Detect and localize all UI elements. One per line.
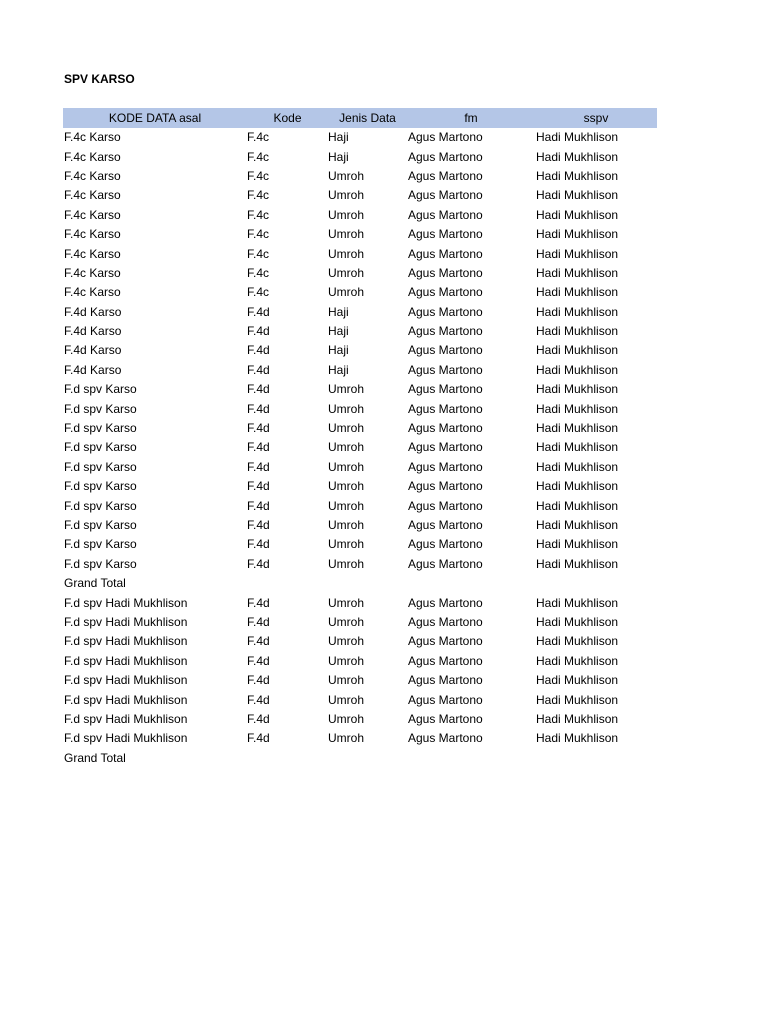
cell-jenis-data: Umroh — [328, 556, 365, 571]
cell-kode-data-asal: F.d spv Hadi Mukhlison — [64, 711, 188, 726]
cell-kode: F.4d — [247, 711, 270, 726]
cell-sspv: Hadi Mukhlison — [536, 285, 619, 300]
cell-jenis-data: Haji — [328, 324, 349, 339]
table-row — [63, 749, 657, 768]
table-row — [63, 167, 657, 186]
table-row — [63, 458, 657, 477]
cell-kode-data-asal: F.4c Karso — [64, 130, 121, 145]
cell-fm: Agus Martono — [408, 634, 483, 649]
cell-sspv: Hadi Mukhlison — [536, 130, 619, 145]
table-row — [63, 264, 657, 283]
cell-kode-data-asal: F.d spv Karso — [64, 498, 137, 513]
cell-fm: Agus Martono — [408, 440, 483, 455]
cell-fm: Agus Martono — [408, 207, 483, 222]
cell-fm: Agus Martono — [408, 324, 483, 339]
cell-kode-data-asal: F.d spv Hadi Mukhlison — [64, 731, 188, 746]
table-row — [63, 438, 657, 457]
cell-fm: Agus Martono — [408, 459, 483, 474]
table-row — [63, 593, 657, 612]
cell-kode-data-asal: F.d spv Hadi Mukhlison — [64, 614, 188, 629]
cell-fm — [407, 749, 535, 768]
table-row — [63, 361, 657, 380]
cell-jenis-data: Umroh — [328, 595, 365, 610]
cell-sspv: Hadi Mukhlison — [536, 440, 619, 455]
cell-fm: Agus Martono — [408, 479, 483, 494]
cell-fm: Agus Martono — [408, 614, 483, 629]
cell-kode: F.4d — [247, 421, 270, 436]
cell-kode: F.4d — [247, 731, 270, 746]
cell-jenis-data: Umroh — [328, 711, 365, 726]
cell-kode-data-asal: F.4d Karso — [64, 324, 122, 339]
cell-kode-data-asal: F.d spv Karso — [64, 401, 137, 416]
table-row — [63, 244, 657, 263]
cell-jenis-data: Haji — [328, 304, 349, 319]
table-row — [63, 225, 657, 244]
cell-kode: F.4d — [247, 382, 270, 397]
cell-sspv: Hadi Mukhlison — [536, 634, 619, 649]
cell-jenis-data: Umroh — [328, 188, 365, 203]
cell-kode: F.4d — [247, 673, 270, 688]
cell-sspv: Hadi Mukhlison — [536, 731, 619, 746]
cell-kode: F.4d — [247, 692, 270, 707]
cell-jenis-data: Umroh — [328, 731, 365, 746]
cell-sspv — [535, 574, 657, 593]
cell-kode: F.4d — [247, 459, 270, 474]
cell-fm: Agus Martono — [408, 556, 483, 571]
cell-kode: F.4d — [247, 634, 270, 649]
cell-jenis-data: Umroh — [328, 207, 365, 222]
cell-kode-data-asal: F.4c Karso — [64, 207, 121, 222]
cell-fm: Agus Martono — [408, 401, 483, 416]
table-row — [63, 128, 657, 147]
cell-sspv: Hadi Mukhlison — [536, 711, 619, 726]
header-sspv: sspv — [535, 108, 657, 128]
table-row — [63, 516, 657, 535]
table-row — [63, 341, 657, 360]
cell-jenis-data: Umroh — [328, 401, 365, 416]
cell-jenis-data: Haji — [328, 149, 349, 164]
cell-sspv: Hadi Mukhlison — [536, 692, 619, 707]
cell-sspv: Hadi Mukhlison — [536, 653, 619, 668]
table-row — [63, 632, 657, 651]
cell-fm: Agus Martono — [408, 265, 483, 280]
cell-kode-data-asal: F.4c Karso — [64, 227, 121, 242]
cell-kode-data-asal: F.4c Karso — [64, 168, 121, 183]
cell-sspv: Hadi Mukhlison — [536, 479, 619, 494]
cell-fm: Agus Martono — [408, 343, 483, 358]
cell-sspv — [535, 749, 657, 768]
cell-sspv: Hadi Mukhlison — [536, 304, 619, 319]
cell-kode-data-asal: F.d spv Hadi Mukhlison — [64, 673, 188, 688]
cell-kode-data-asal: F.d spv Karso — [64, 459, 137, 474]
cell-kode: F.4d — [247, 343, 270, 358]
cell-sspv: Hadi Mukhlison — [536, 595, 619, 610]
table-row — [63, 186, 657, 205]
cell-sspv: Hadi Mukhlison — [536, 459, 619, 474]
cell-kode: F.4c — [247, 246, 270, 261]
table-row — [63, 477, 657, 496]
cell-sspv: Hadi Mukhlison — [536, 207, 619, 222]
cell-kode-data-asal: F.d spv Hadi Mukhlison — [64, 595, 188, 610]
cell-kode: F.4c — [247, 285, 270, 300]
cell-kode-data-asal: F.d spv Karso — [64, 440, 137, 455]
cell-sspv: Hadi Mukhlison — [536, 382, 619, 397]
table-row — [63, 496, 657, 515]
cell-sspv: Hadi Mukhlison — [536, 324, 619, 339]
cell-kode: F.4d — [247, 614, 270, 629]
cell-sspv: Hadi Mukhlison — [536, 537, 619, 552]
cell-kode-data-asal: Grand Total — [64, 750, 126, 765]
cell-jenis-data: Umroh — [328, 246, 365, 261]
cell-kode: F.4c — [247, 130, 270, 145]
cell-fm: Agus Martono — [408, 653, 483, 668]
table-row — [63, 303, 657, 322]
cell-sspv: Hadi Mukhlison — [536, 556, 619, 571]
cell-kode-data-asal: Grand Total — [64, 576, 126, 591]
cell-kode: F.4d — [247, 595, 270, 610]
cell-fm: Agus Martono — [408, 518, 483, 532]
cell-kode: F.4c — [247, 168, 270, 183]
cell-jenis-data: Umroh — [328, 440, 365, 455]
cell-fm: Agus Martono — [408, 731, 483, 746]
cell-fm: Agus Martono — [408, 711, 483, 726]
cell-kode-data-asal: F.4d Karso — [64, 343, 122, 358]
cell-sspv: Hadi Mukhlison — [536, 362, 619, 377]
cell-fm: Agus Martono — [408, 362, 483, 377]
cell-fm — [407, 574, 535, 593]
table-row — [63, 535, 657, 554]
cell-kode: F.4d — [247, 401, 270, 416]
table-row — [63, 147, 657, 166]
cell-kode-data-asal: F.4c Karso — [64, 285, 121, 300]
table-row — [63, 574, 657, 593]
cell-jenis-data: Haji — [328, 362, 349, 377]
header-kode: Kode — [247, 108, 328, 128]
cell-kode-data-asal: F.d spv Hadi Mukhlison — [64, 653, 188, 668]
table-row — [63, 419, 657, 438]
cell-jenis-data: Umroh — [328, 168, 365, 183]
cell-jenis-data: Umroh — [328, 498, 365, 513]
cell-sspv: Hadi Mukhlison — [536, 168, 619, 183]
cell-kode-data-asal: F.4c Karso — [64, 149, 121, 164]
cell-fm: Agus Martono — [408, 130, 483, 145]
cell-jenis-data: Umroh — [328, 634, 365, 649]
cell-kode: F.4d — [247, 518, 270, 532]
header-row — [63, 108, 657, 128]
cell-sspv: Hadi Mukhlison — [536, 421, 619, 436]
cell-fm: Agus Martono — [408, 673, 483, 688]
cell-jenis-data: Umroh — [328, 673, 365, 688]
cell-sspv: Hadi Mukhlison — [536, 343, 619, 358]
data-table — [63, 108, 657, 768]
cell-fm: Agus Martono — [408, 498, 483, 513]
cell-jenis-data: Umroh — [328, 537, 365, 552]
cell-sspv: Hadi Mukhlison — [536, 614, 619, 629]
table-row — [63, 555, 657, 574]
cell-jenis-data: Umroh — [328, 382, 365, 397]
cell-jenis-data: Umroh — [328, 421, 365, 436]
cell-kode: F.4d — [247, 653, 270, 668]
cell-jenis-data: Umroh — [328, 227, 365, 242]
cell-fm: Agus Martono — [408, 149, 483, 164]
cell-sspv: Hadi Mukhlison — [536, 673, 619, 688]
table-row — [63, 690, 657, 709]
cell-kode-data-asal: F.4c Karso — [64, 188, 121, 203]
cell-kode-data-asal: F.4d Karso — [64, 304, 122, 319]
table-row — [63, 652, 657, 671]
cell-fm: Agus Martono — [408, 227, 483, 242]
table-row — [63, 613, 657, 632]
cell-kode-data-asal: F.d spv Karso — [64, 556, 137, 571]
cell-kode-data-asal: F.d spv Karso — [64, 518, 137, 532]
cell-kode: F.4c — [247, 227, 270, 242]
cell-kode-data-asal: F.d spv Karso — [64, 537, 137, 552]
cell-jenis-data: Umroh — [328, 285, 365, 300]
cell-kode-data-asal: F.4d Karso — [64, 362, 122, 377]
cell-jenis-data: Haji — [328, 130, 349, 145]
cell-kode-data-asal: F.4c Karso — [64, 265, 121, 280]
cell-kode: F.4c — [247, 188, 270, 203]
table-row — [63, 710, 657, 729]
cell-kode-data-asal: F.d spv Karso — [64, 421, 137, 436]
header-kode-data-asal: KODE DATA asal — [63, 108, 247, 128]
table-row — [63, 671, 657, 690]
cell-sspv: Hadi Mukhlison — [536, 149, 619, 164]
cell-kode: F.4d — [247, 440, 270, 455]
table-row — [63, 206, 657, 225]
cell-fm: Agus Martono — [408, 421, 483, 436]
cell-kode — [247, 749, 328, 768]
cell-kode: F.4c — [247, 207, 270, 222]
cell-kode-data-asal: F.d spv Hadi Mukhlison — [64, 692, 188, 707]
header-fm: fm — [407, 108, 535, 128]
cell-kode: F.4d — [247, 479, 270, 494]
cell-fm: Agus Martono — [408, 246, 483, 261]
table-row — [63, 380, 657, 399]
cell-kode: F.4d — [247, 537, 270, 552]
cell-jenis-data — [328, 749, 407, 768]
cell-fm: Agus Martono — [408, 168, 483, 183]
cell-jenis-data: Umroh — [328, 518, 365, 532]
cell-fm: Agus Martono — [408, 188, 483, 203]
header-jenis-data: Jenis Data — [328, 108, 407, 128]
cell-jenis-data: Umroh — [328, 479, 365, 494]
cell-kode: F.4c — [247, 265, 270, 280]
cell-kode — [247, 574, 328, 593]
cell-fm: Agus Martono — [408, 382, 483, 397]
cell-kode-data-asal: F.d spv Karso — [64, 382, 137, 397]
cell-kode: F.4c — [247, 149, 270, 164]
cell-jenis-data: Umroh — [328, 692, 365, 707]
cell-sspv: Hadi Mukhlison — [536, 188, 619, 203]
table-row — [63, 399, 657, 418]
cell-kode: F.4d — [247, 362, 270, 377]
cell-fm: Agus Martono — [408, 285, 483, 300]
cell-jenis-data: Umroh — [328, 653, 365, 668]
cell-kode: F.4d — [247, 556, 270, 571]
table-body — [63, 128, 657, 768]
cell-sspv: Hadi Mukhlison — [536, 498, 619, 513]
cell-kode-data-asal: F.d spv Hadi Mukhlison — [64, 634, 188, 649]
cell-kode-data-asal: F.d spv Karso — [64, 479, 137, 494]
cell-sspv: Hadi Mukhlison — [536, 401, 619, 416]
cell-jenis-data — [328, 574, 407, 593]
cell-jenis-data: Umroh — [328, 614, 365, 629]
table-row — [63, 729, 657, 748]
cell-sspv: Hadi Mukhlison — [536, 518, 619, 532]
cell-jenis-data: Haji — [328, 343, 349, 358]
cell-kode-data-asal: F.4c Karso — [64, 246, 121, 261]
cell-fm: Agus Martono — [408, 304, 483, 319]
cell-kode: F.4d — [247, 498, 270, 513]
cell-jenis-data: Umroh — [328, 459, 365, 474]
cell-jenis-data: Umroh — [328, 265, 365, 280]
cell-sspv: Hadi Mukhlison — [536, 265, 619, 280]
cell-fm: Agus Martono — [408, 537, 483, 552]
cell-sspv: Hadi Mukhlison — [536, 246, 619, 261]
table-row — [63, 283, 657, 302]
cell-fm: Agus Martono — [408, 692, 483, 707]
cell-kode: F.4d — [247, 304, 270, 319]
cell-kode: F.4d — [247, 324, 270, 339]
sheet-title: SPV KARSO — [64, 72, 135, 86]
cell-fm: Agus Martono — [408, 595, 483, 610]
table-row — [63, 322, 657, 341]
cell-sspv: Hadi Mukhlison — [536, 227, 619, 242]
